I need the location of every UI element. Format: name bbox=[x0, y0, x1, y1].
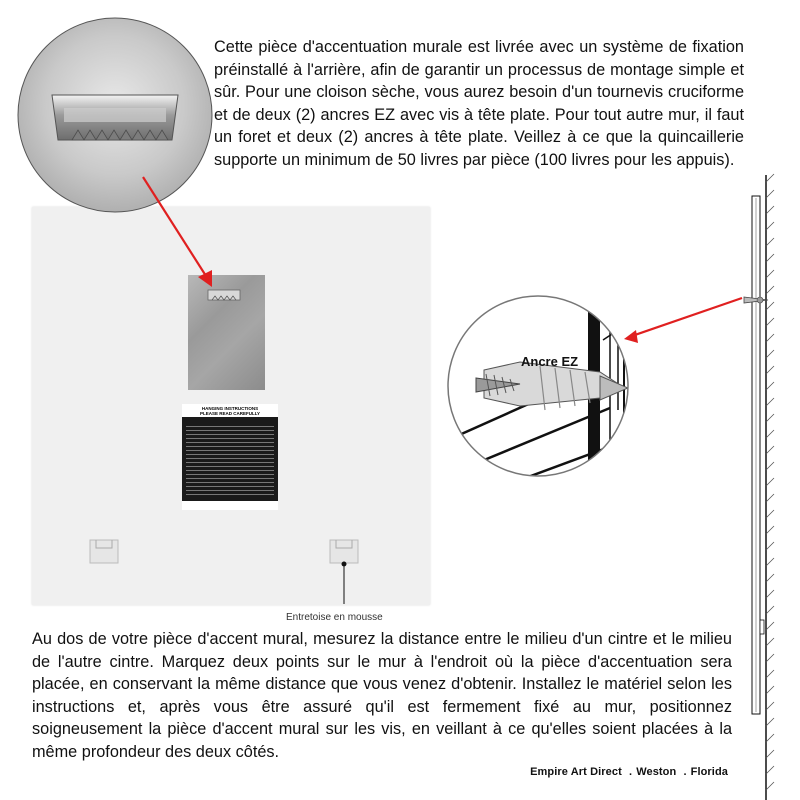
footer-credit bbox=[530, 766, 728, 778]
anchor-zoom-circle bbox=[448, 236, 628, 500]
wall-side-view bbox=[744, 174, 774, 800]
intro-paragraph: Cette pièce d'accentuation murale est livrée avec un système de fixation préinstallé à l'arrière, afin de garantir un processus de montage simple et sûr. Pour une cloison sèche, vous aurez besoin d'un tournevis cruciforme et de deux (2) ancres EZ avec vis à tête plate. Pour tout autre mur, il faut un foret et deux (2) ancres à tête plate. Veillez à ce que la quincaillerie supporte un minimum de 50 livres par pièce (100 livres pour les appuis). bbox=[214, 38, 744, 169]
mounting-paragraph: Au dos de votre pièce d'accent mural, mesurez la distance entre le milieu d'un cintre et le milieu de l'autre cintre. Marquez deux points sur le mur à l'endroit où la pièce d'accentuation sera placée, en conservant la même distance que vous venez d'obtenir. Installez le matériel selon les instructions et, après vous être assuré qu'il est fermement fixé au mur, positionnez soigneusement la pièce d'accent mural sur les vis, en veillant à ce qu'elles soient placées à la même profondeur des deux côtés. bbox=[32, 630, 732, 761]
label-title: HANGING INSTRUCTIONS bbox=[201, 406, 259, 411]
anchor-label: Ancre EZ bbox=[521, 354, 579, 369]
arrow-to-hanger bbox=[143, 177, 212, 287]
footer-city: Weston bbox=[636, 766, 677, 778]
label-subtitle: PLEASE READ CAREFULLY bbox=[199, 411, 261, 416]
foam-spacer-right bbox=[330, 540, 358, 604]
footer-brand: Empire Art Direct bbox=[530, 766, 622, 778]
footer-sep-2: . bbox=[683, 766, 687, 778]
foam-spacer-caption: Entretoise en mousse bbox=[286, 612, 383, 623]
sawtooth-hanger bbox=[208, 290, 240, 300]
footer-state: Florida bbox=[690, 766, 728, 778]
hanger-zoom-circle bbox=[18, 18, 212, 212]
foam-spacer-left bbox=[90, 540, 118, 563]
arrow-to-anchor-zoom bbox=[624, 298, 742, 343]
footer-sep-1: . bbox=[629, 766, 633, 778]
